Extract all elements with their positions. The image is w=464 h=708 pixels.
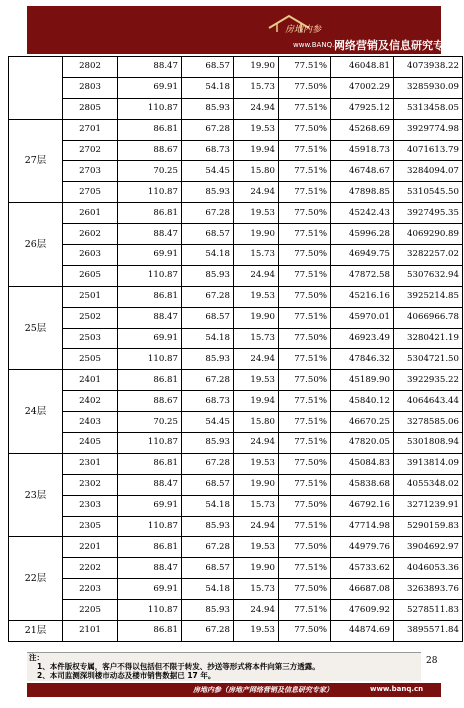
total-price-cell: 5310545.50: [394, 182, 463, 203]
shared-area-cell: 19.53: [234, 621, 279, 642]
area-cell: 70.25: [118, 161, 182, 182]
table-row: [9, 349, 463, 370]
total-price-cell: 4055348.02: [394, 474, 463, 495]
usable-area-cell: 67.28: [182, 537, 234, 558]
usable-area-cell: 67.28: [182, 621, 234, 642]
usable-area-cell: 54.18: [182, 579, 234, 600]
ratio-cell: 77.51%: [279, 265, 331, 286]
logo-text: 房地内参: [285, 25, 322, 35]
unit-price-cell: 45733.62: [331, 558, 394, 579]
usable-area-cell: 68.57: [182, 57, 234, 78]
unit-cell: 2302: [63, 474, 118, 495]
ratio-cell: 77.50%: [279, 495, 331, 516]
unit-cell: 2605: [63, 265, 118, 286]
floor-label-cell: [9, 57, 63, 120]
unit-cell: 2702: [63, 140, 118, 161]
usable-area-cell: 67.28: [182, 370, 234, 391]
unit-cell: 2603: [63, 245, 118, 266]
ratio-cell: 77.51%: [279, 558, 331, 579]
unit-cell: 2405: [63, 433, 118, 454]
total-price-cell: 3929774.98: [394, 119, 463, 140]
unit-cell: 2401: [63, 370, 118, 391]
unit-price-cell: 47002.29: [331, 77, 394, 98]
unit-cell: 2501: [63, 286, 118, 307]
total-price-cell: 3913814.09: [394, 453, 463, 474]
ratio-cell: 77.51%: [279, 600, 331, 621]
ratio-cell: 77.51%: [279, 57, 331, 78]
ratio-cell: 77.50%: [279, 621, 331, 642]
usable-area-cell: 68.73: [182, 140, 234, 161]
usable-area-cell: 54.45: [182, 161, 234, 182]
unit-cell: 2201: [63, 537, 118, 558]
table-row: [9, 495, 463, 516]
area-cell: 88.47: [118, 224, 182, 245]
unit-price-cell: 45970.01: [331, 307, 394, 328]
shared-area-cell: 15.73: [234, 328, 279, 349]
total-price-cell: 5278511.83: [394, 600, 463, 621]
area-cell: 110.87: [118, 516, 182, 537]
unit-price-cell: 46048.81: [331, 57, 394, 78]
area-cell: 69.91: [118, 77, 182, 98]
total-price-cell: 3922935.22: [394, 370, 463, 391]
unit-price-cell: 45268.69: [331, 119, 394, 140]
total-price-cell: 4073938.22: [394, 57, 463, 78]
ratio-cell: 77.51%: [279, 307, 331, 328]
area-cell: 88.47: [118, 57, 182, 78]
ratio-cell: 77.51%: [279, 391, 331, 412]
table-row: [9, 245, 463, 266]
note-line-1: 1、本件版权专属，客户不得以包括但不限于转发、抄送等形式将本件向第三方透露。: [37, 662, 320, 671]
unit-price-cell: 46792.16: [331, 495, 394, 516]
header-banner: [27, 6, 455, 54]
total-price-cell: 5301808.94: [394, 433, 463, 454]
unit-price-table-body: [9, 57, 463, 642]
shared-area-cell: 24.94: [234, 98, 279, 119]
area-cell: 110.87: [118, 349, 182, 370]
area-cell: 86.81: [118, 453, 182, 474]
shared-area-cell: 19.94: [234, 391, 279, 412]
ratio-cell: 77.51%: [279, 474, 331, 495]
page-number: 28: [426, 656, 438, 666]
floor-label-cell: 23层: [9, 453, 63, 537]
usable-area-cell: 68.73: [182, 391, 234, 412]
area-cell: 69.91: [118, 495, 182, 516]
table-row: [9, 516, 463, 537]
area-cell: 110.87: [118, 182, 182, 203]
unit-cell: 2305: [63, 516, 118, 537]
total-price-cell: 3263893.76: [394, 579, 463, 600]
unit-price-cell: 45838.68: [331, 474, 394, 495]
ratio-cell: 77.50%: [279, 453, 331, 474]
usable-area-cell: 85.93: [182, 433, 234, 454]
area-cell: 110.87: [118, 600, 182, 621]
unit-cell: 2101: [63, 621, 118, 642]
unit-price-cell: 45840.12: [331, 391, 394, 412]
shared-area-cell: 15.73: [234, 245, 279, 266]
floor-label-cell: 27层: [9, 119, 63, 203]
area-cell: 88.47: [118, 307, 182, 328]
unit-cell: 2503: [63, 328, 118, 349]
total-price-cell: 4064643.44: [394, 391, 463, 412]
shared-area-cell: 19.53: [234, 453, 279, 474]
area-cell: 70.25: [118, 412, 182, 433]
area-cell: 69.91: [118, 579, 182, 600]
unit-cell: 2803: [63, 77, 118, 98]
header-title: 网络营销及信息研究专家: [334, 39, 455, 52]
unit-price-cell: 46687.08: [331, 579, 394, 600]
usable-area-cell: 54.18: [182, 245, 234, 266]
ratio-cell: 77.51%: [279, 161, 331, 182]
total-price-cell: 3284094.07: [394, 161, 463, 182]
shared-area-cell: 19.90: [234, 57, 279, 78]
usable-area-cell: 54.18: [182, 77, 234, 98]
total-price-cell: 3927495.35: [394, 203, 463, 224]
footer-url: www.banq.cn: [370, 685, 424, 693]
unit-cell: 2205: [63, 600, 118, 621]
usable-area-cell: 54.18: [182, 495, 234, 516]
usable-area-cell: 54.45: [182, 412, 234, 433]
notes-box: [27, 652, 421, 681]
ratio-cell: 77.51%: [279, 224, 331, 245]
table-row: [9, 140, 463, 161]
notes-heading: 注：: [29, 653, 44, 662]
table-row: [9, 537, 463, 558]
usable-area-cell: 85.93: [182, 349, 234, 370]
unit-price-cell: 47820.05: [331, 433, 394, 454]
footer-label: 房地内参（房地产网络营销及信息研究专家）: [193, 685, 333, 694]
table-row: [9, 600, 463, 621]
floor-label-cell: 25层: [9, 286, 63, 370]
area-cell: 86.81: [118, 203, 182, 224]
shared-area-cell: 19.94: [234, 140, 279, 161]
total-price-cell: 5304721.50: [394, 349, 463, 370]
shared-area-cell: 24.94: [234, 182, 279, 203]
unit-price-cell: 45084.83: [331, 453, 394, 474]
ratio-cell: 77.50%: [279, 579, 331, 600]
unit-price-cell: 44874.69: [331, 621, 394, 642]
table-row: [9, 453, 463, 474]
ratio-cell: 77.50%: [279, 77, 331, 98]
area-cell: 88.47: [118, 474, 182, 495]
total-price-cell: 4069290.89: [394, 224, 463, 245]
total-price-cell: 3285930.09: [394, 77, 463, 98]
table-row: [9, 77, 463, 98]
unit-cell: 2301: [63, 453, 118, 474]
ratio-cell: 77.50%: [279, 286, 331, 307]
unit-price-table: [8, 56, 463, 642]
unit-price-cell: 45189.90: [331, 370, 394, 391]
shared-area-cell: 19.90: [234, 474, 279, 495]
table-row: [9, 474, 463, 495]
usable-area-cell: 54.18: [182, 328, 234, 349]
shared-area-cell: 24.94: [234, 433, 279, 454]
usable-area-cell: 85.93: [182, 600, 234, 621]
ratio-cell: 77.50%: [279, 537, 331, 558]
total-price-cell: 4071613.79: [394, 140, 463, 161]
ratio-cell: 77.50%: [279, 245, 331, 266]
shared-area-cell: 24.94: [234, 349, 279, 370]
ratio-cell: 77.51%: [279, 182, 331, 203]
unit-price-cell: 45996.28: [331, 224, 394, 245]
site-url: www.BANQ.cn: [293, 41, 343, 49]
unit-price-cell: 46670.25: [331, 412, 394, 433]
ratio-cell: 77.51%: [279, 98, 331, 119]
shared-area-cell: 15.80: [234, 161, 279, 182]
table-row: [9, 307, 463, 328]
usable-area-cell: 85.93: [182, 265, 234, 286]
table-row: [9, 621, 463, 642]
shared-area-cell: 15.73: [234, 579, 279, 600]
table-row: [9, 370, 463, 391]
usable-area-cell: 67.28: [182, 203, 234, 224]
table-row: [9, 433, 463, 454]
total-price-cell: 3925214.85: [394, 286, 463, 307]
ratio-cell: 77.51%: [279, 140, 331, 161]
unit-cell: 2202: [63, 558, 118, 579]
ratio-cell: 77.50%: [279, 119, 331, 140]
footer-bar: [27, 683, 441, 697]
usable-area-cell: 67.28: [182, 453, 234, 474]
shared-area-cell: 19.53: [234, 537, 279, 558]
unit-cell: 2303: [63, 495, 118, 516]
shared-area-cell: 15.73: [234, 495, 279, 516]
total-price-cell: 3904692.97: [394, 537, 463, 558]
area-cell: 88.67: [118, 391, 182, 412]
unit-price-cell: 47898.85: [331, 182, 394, 203]
ratio-cell: 77.51%: [279, 433, 331, 454]
shared-area-cell: 24.94: [234, 265, 279, 286]
table-row: [9, 558, 463, 579]
table-row: [9, 579, 463, 600]
total-price-cell: 3271239.91: [394, 495, 463, 516]
table-row: [9, 412, 463, 433]
shared-area-cell: 19.53: [234, 370, 279, 391]
usable-area-cell: 85.93: [182, 98, 234, 119]
total-price-cell: 5290159.83: [394, 516, 463, 537]
area-cell: 86.81: [118, 537, 182, 558]
usable-area-cell: 85.93: [182, 516, 234, 537]
note-line-2: 2、本司监测深圳楼市动态及楼市销售数据已 17 年。: [37, 671, 216, 680]
area-cell: 86.81: [118, 286, 182, 307]
ratio-cell: 77.51%: [279, 349, 331, 370]
shared-area-cell: 24.94: [234, 600, 279, 621]
shared-area-cell: 15.73: [234, 77, 279, 98]
total-price-cell: 4046053.36: [394, 558, 463, 579]
table-row: [9, 224, 463, 245]
floor-label-cell: 26层: [9, 203, 63, 287]
area-cell: 110.87: [118, 265, 182, 286]
table-row: [9, 328, 463, 349]
usable-area-cell: 68.57: [182, 307, 234, 328]
unit-cell: 2705: [63, 182, 118, 203]
shared-area-cell: 19.53: [234, 203, 279, 224]
total-price-cell: 3280421.19: [394, 328, 463, 349]
ratio-cell: 77.50%: [279, 370, 331, 391]
table-row: [9, 57, 463, 78]
table-row: [9, 119, 463, 140]
unit-price-cell: 47609.92: [331, 600, 394, 621]
total-price-cell: 5307632.94: [394, 265, 463, 286]
usable-area-cell: 67.28: [182, 286, 234, 307]
ratio-cell: 77.51%: [279, 412, 331, 433]
usable-area-cell: 68.57: [182, 474, 234, 495]
table-row: [9, 265, 463, 286]
shared-area-cell: 24.94: [234, 516, 279, 537]
area-cell: 86.81: [118, 119, 182, 140]
table-row: [9, 391, 463, 412]
area-cell: 110.87: [118, 433, 182, 454]
usable-area-cell: 68.57: [182, 224, 234, 245]
area-cell: 88.47: [118, 558, 182, 579]
shared-area-cell: 19.90: [234, 307, 279, 328]
unit-price-cell: 45918.73: [331, 140, 394, 161]
table-row: [9, 182, 463, 203]
unit-price-cell: 45242.43: [331, 203, 394, 224]
table-row: [9, 98, 463, 119]
total-price-cell: 4066966.78: [394, 307, 463, 328]
unit-price-cell: 47872.58: [331, 265, 394, 286]
unit-price-cell: 44979.76: [331, 537, 394, 558]
total-price-cell: 3282257.02: [394, 245, 463, 266]
unit-cell: 2701: [63, 119, 118, 140]
unit-cell: 2602: [63, 224, 118, 245]
ratio-cell: 77.51%: [279, 516, 331, 537]
area-cell: 86.81: [118, 621, 182, 642]
floor-label-cell: 24层: [9, 370, 63, 454]
total-price-cell: 3895571.84: [394, 621, 463, 642]
unit-price-cell: 46923.49: [331, 328, 394, 349]
usable-area-cell: 67.28: [182, 119, 234, 140]
unit-cell: 2505: [63, 349, 118, 370]
usable-area-cell: 68.57: [182, 558, 234, 579]
shared-area-cell: 19.53: [234, 286, 279, 307]
unit-price-cell: 46949.75: [331, 245, 394, 266]
shared-area-cell: 15.80: [234, 412, 279, 433]
area-cell: 88.67: [118, 140, 182, 161]
unit-cell: 2402: [63, 391, 118, 412]
table-row: [9, 161, 463, 182]
unit-cell: 2805: [63, 98, 118, 119]
area-cell: 69.91: [118, 245, 182, 266]
area-cell: 110.87: [118, 98, 182, 119]
ratio-cell: 77.50%: [279, 203, 331, 224]
ratio-cell: 77.50%: [279, 328, 331, 349]
area-cell: 86.81: [118, 370, 182, 391]
unit-cell: 2802: [63, 57, 118, 78]
unit-cell: 2502: [63, 307, 118, 328]
table-row: [9, 286, 463, 307]
shared-area-cell: 19.90: [234, 558, 279, 579]
table-row: [9, 203, 463, 224]
unit-cell: 2403: [63, 412, 118, 433]
floor-label-cell: 21层: [9, 621, 63, 642]
area-cell: 69.91: [118, 328, 182, 349]
unit-price-cell: 45216.16: [331, 286, 394, 307]
unit-cell: 2703: [63, 161, 118, 182]
unit-price-cell: 47846.32: [331, 349, 394, 370]
shared-area-cell: 19.90: [234, 224, 279, 245]
unit-price-cell: 47925.12: [331, 98, 394, 119]
usable-area-cell: 85.93: [182, 182, 234, 203]
total-price-cell: 5313458.05: [394, 98, 463, 119]
unit-cell: 2203: [63, 579, 118, 600]
total-price-cell: 3278585.06: [394, 412, 463, 433]
shared-area-cell: 19.53: [234, 119, 279, 140]
unit-price-cell: 47714.98: [331, 516, 394, 537]
floor-label-cell: 22层: [9, 537, 63, 621]
unit-cell: 2601: [63, 203, 118, 224]
unit-price-cell: 46748.67: [331, 161, 394, 182]
